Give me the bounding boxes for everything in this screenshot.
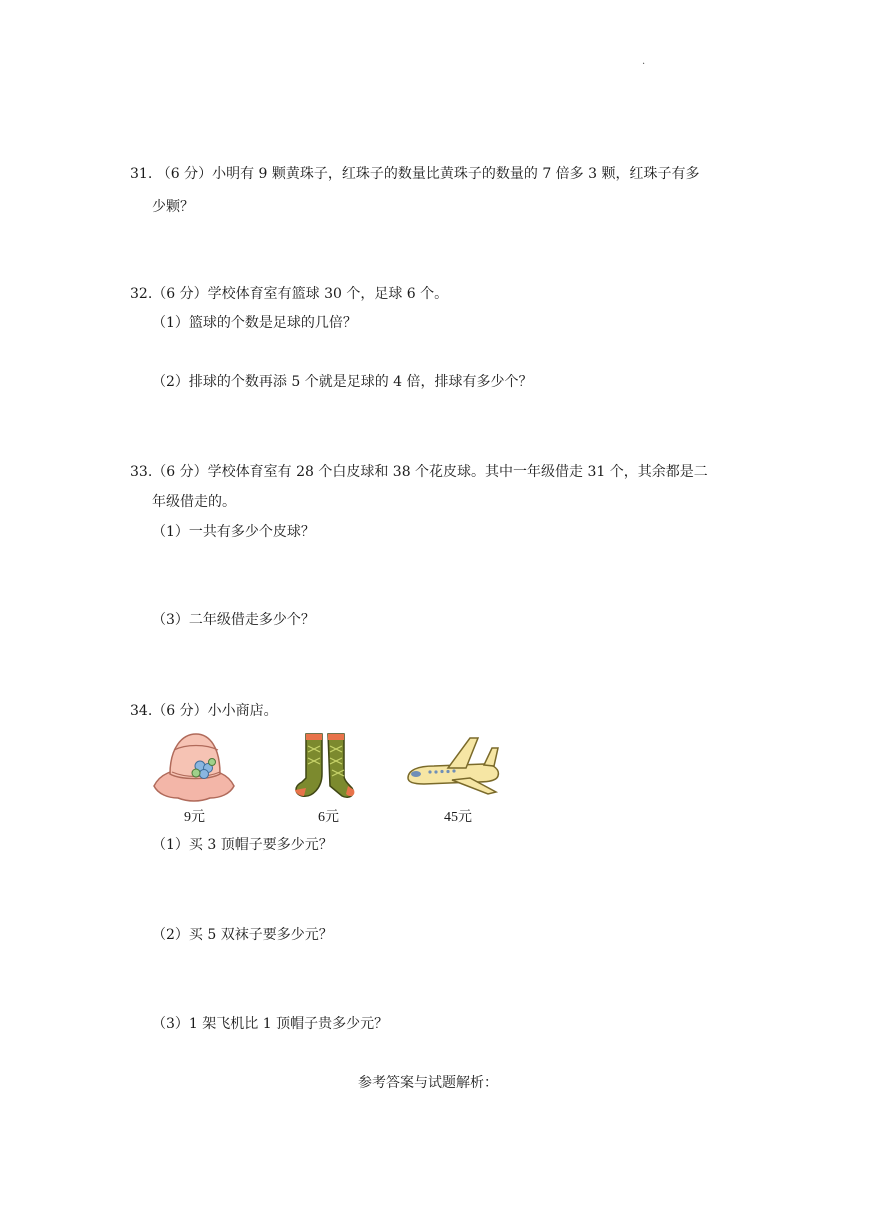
q34-sub1: （1）买 3 顶帽子要多少元？ — [152, 837, 333, 853]
airplane-price: 45元 — [444, 810, 472, 825]
socks-image — [290, 730, 360, 800]
q31-line2: 少颗？ — [152, 199, 194, 215]
q34-stem: 34.（6 分）小小商店。 — [130, 703, 278, 719]
q32-sub2: （2）排球的个数再添 5 个就是足球的 4 倍，排球有多少个？ — [152, 374, 533, 390]
socks-price: 6元 — [318, 810, 339, 825]
hat-image — [150, 728, 238, 806]
q31-line1: 31. （6 分）小明有 9 颗黄珠子，红珠子的数量比黄珠子的数量的 7 倍多 3 颗，红珠子有多 — [130, 166, 700, 182]
q33-line1: 33.（6 分）学校体育室有 28 个白皮球和 38 个花皮球。其中一年级借走 31 个，其余都是二 — [130, 464, 708, 480]
hat-price: 9元 — [184, 810, 205, 825]
answers-title: 参考答案与试题解析： — [358, 1075, 498, 1091]
q33-sub1: （1）一共有多少个皮球？ — [152, 524, 315, 540]
q33-sub3: （3）二年级借走多少个？ — [152, 612, 315, 628]
q33-line2: 年级借走的。 — [152, 494, 236, 510]
airplane-image — [404, 734, 504, 796]
q34-sub2: （2）买 5 双袜子要多少元？ — [152, 927, 333, 943]
q34-sub3: （3）1 架飞机比 1 顶帽子贵多少元？ — [152, 1016, 389, 1032]
header-dot: . — [642, 56, 646, 67]
q32-stem: 32.（6 分）学校体育室有篮球 30 个，足球 6 个。 — [130, 286, 449, 302]
q32-sub1: （1）篮球的个数是足球的几倍？ — [152, 315, 357, 331]
